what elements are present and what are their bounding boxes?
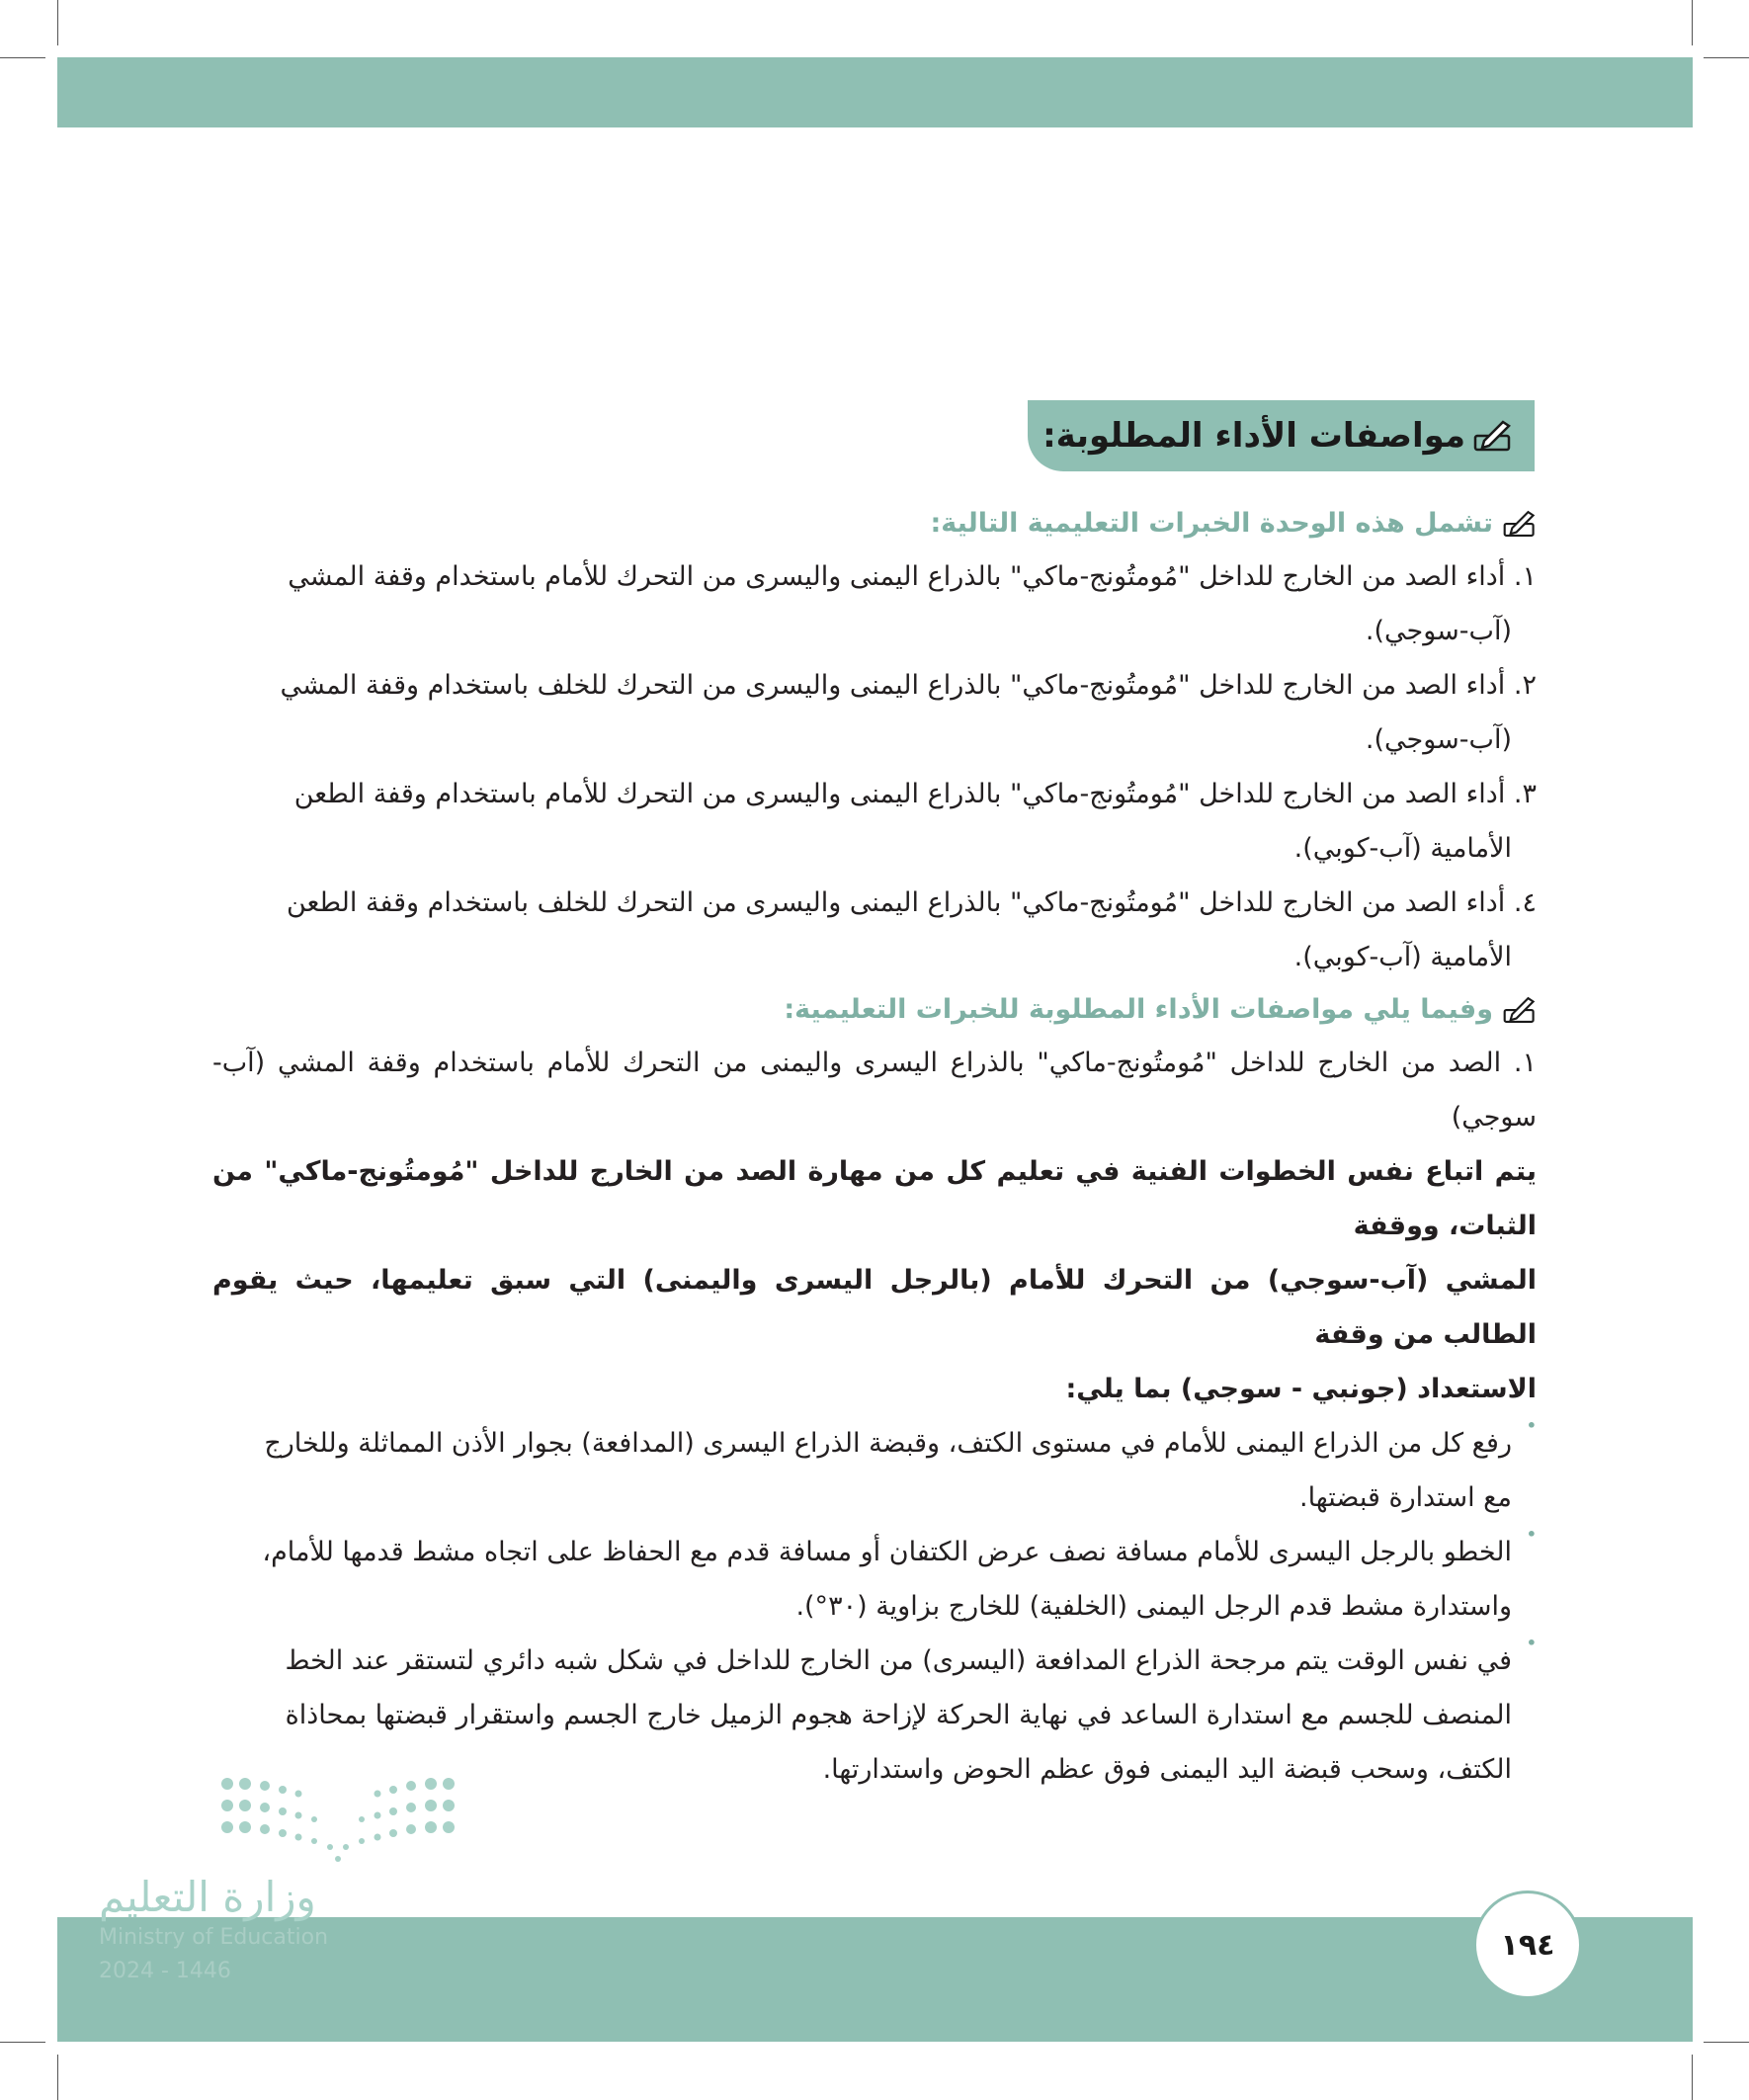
section-title-tab [1028,400,1535,471]
crop-mark [1704,57,1749,58]
experience-item [212,658,1537,767]
experience-line: ٢. أداء الصد من الخارج للداخل "مُومتُونج-ماكي" بالذراع اليمنى واليسرى من التحرك للخلف باستخدام وقفة المشي [280,670,1537,701]
pencil-icon [1473,416,1513,456]
crop-mark [57,0,58,45]
bullet-line: مع استدارة قبضتها. [1299,1482,1512,1513]
experience-item [212,549,1537,658]
experience-line: ١. أداء الصد من الخارج للداخل "مُومتُونج-ماكي" بالذراع اليمنى واليسرى من التحرك للأمام باستخدام وقفة المشي [288,561,1537,592]
crop-mark [1704,2042,1749,2043]
crop-mark [0,57,45,58]
experience-item [212,876,1537,984]
experience-line: (آب-سوجي). [1365,724,1512,755]
bullet-item [212,1416,1537,1525]
bullet-line: واستدارة مشط قدم الرجل اليمنى (الخلفية) للخارج بزاوية (٣٠°). [795,1591,1512,1622]
experience-line: ٤. أداء الصد من الخارج للداخل "مُومتُونج-ماكي" بالذراع اليمنى واليسرى من التحرك للخلف باستخدام وقفة الطعن [286,887,1537,918]
spec-item: ١. الصد من الخارج للداخل "مُومتُونج-ماكي" بالذراع اليسرى واليمنى من التحرك للأمام باستخدام وقفة المشي (آب-سوجي) [212,1048,1537,1133]
experience-line: الأمامية (آب-كوبي). [1293,833,1512,864]
experience-line: ٣. أداء الصد من الخارج للداخل "مُومتُونج-ماكي" بالذراع اليمنى واليسرى من التحرك للأمام باستخدام وقفة الطعن [293,779,1537,809]
crop-mark [0,2042,45,2043]
bullet-line: • الخطو بالرجل اليسرى للأمام مسافة نصف عرض الكتفان أو مسافة قدم مع الحفاظ على اتجاه مشط قدمها للأمام، [262,1537,1512,1567]
paragraph-line: الاستعداد (جونبي - سوجي) بما يلي: [1065,1374,1537,1404]
pencil-icon [1503,507,1537,541]
main-content [212,498,1537,1797]
crop-mark [57,2055,58,2100]
ministry-name-arabic: وزارة التعليم [99,1873,316,1921]
experience-line: (آب-سوجي). [1365,616,1512,646]
bullet-line: • في نفس الوقت يتم مرجحة الذراع المدافعة (اليسرى) من الخارج للداخل في شكل شبه دائري لتستقر عند الخط [285,1645,1512,1676]
intro-heading [212,498,1537,549]
bold-paragraph [212,1144,1537,1416]
paragraph-line: يتم اتباع نفس الخطوات الفنية في تعليم كل من مهارة الصد من الخارج للداخل "مُومتُونج-ماكي" من الثبات، ووقفة [212,1156,1537,1241]
experience-line: الأمامية (آب-كوبي). [1293,942,1512,972]
ministry-name-english: Ministry of Education [99,1925,329,1950]
page-number: ١٩٤ [1473,1890,1582,1999]
experience-item [212,767,1537,876]
ministry-year: 2024 - 1446 [99,1959,231,1983]
crop-mark [1692,2055,1693,2100]
bullet-line: الكتف، وسحب قبضة اليد اليمنى فوق عظم الحوض واستدارتها. [822,1754,1512,1785]
bullet-line: المنصف للجسم مع استدارة الساعد في نهاية الحركة لإزاحة هجوم الزميل خارج الجسم واستقرار قبضتها بمحاذاة [285,1700,1512,1730]
paragraph-line: المشي (آب-سوجي) من التحرك للأمام (بالرجل اليسرى واليمنى) التي سبق تعليمها، حيث يقوم الطالب من وقفة [212,1265,1537,1350]
bullet-line: • رفع كل من الذراع اليمنى للأمام في مستوى الكتف، وقبضة الذراع اليسرى (المدافعة) بجوار الأذن المماثلة وللخارج [264,1428,1512,1459]
intro-heading-text: تشمل هذه الوحدة الخبرات التعليمية التالية: [930,508,1493,539]
crop-mark [1692,0,1693,45]
specs-heading-text: وفيما يلي مواصفات الأداء المطلوبة للخبرات التعليمية: [784,994,1493,1025]
bullet-item [212,1525,1537,1634]
section-title: مواصفات الأداء المطلوبة: [1042,416,1465,456]
bullet-item [212,1634,1537,1797]
header-band [57,57,1693,127]
specs-heading [212,984,1537,1036]
pencil-icon [1503,993,1537,1027]
